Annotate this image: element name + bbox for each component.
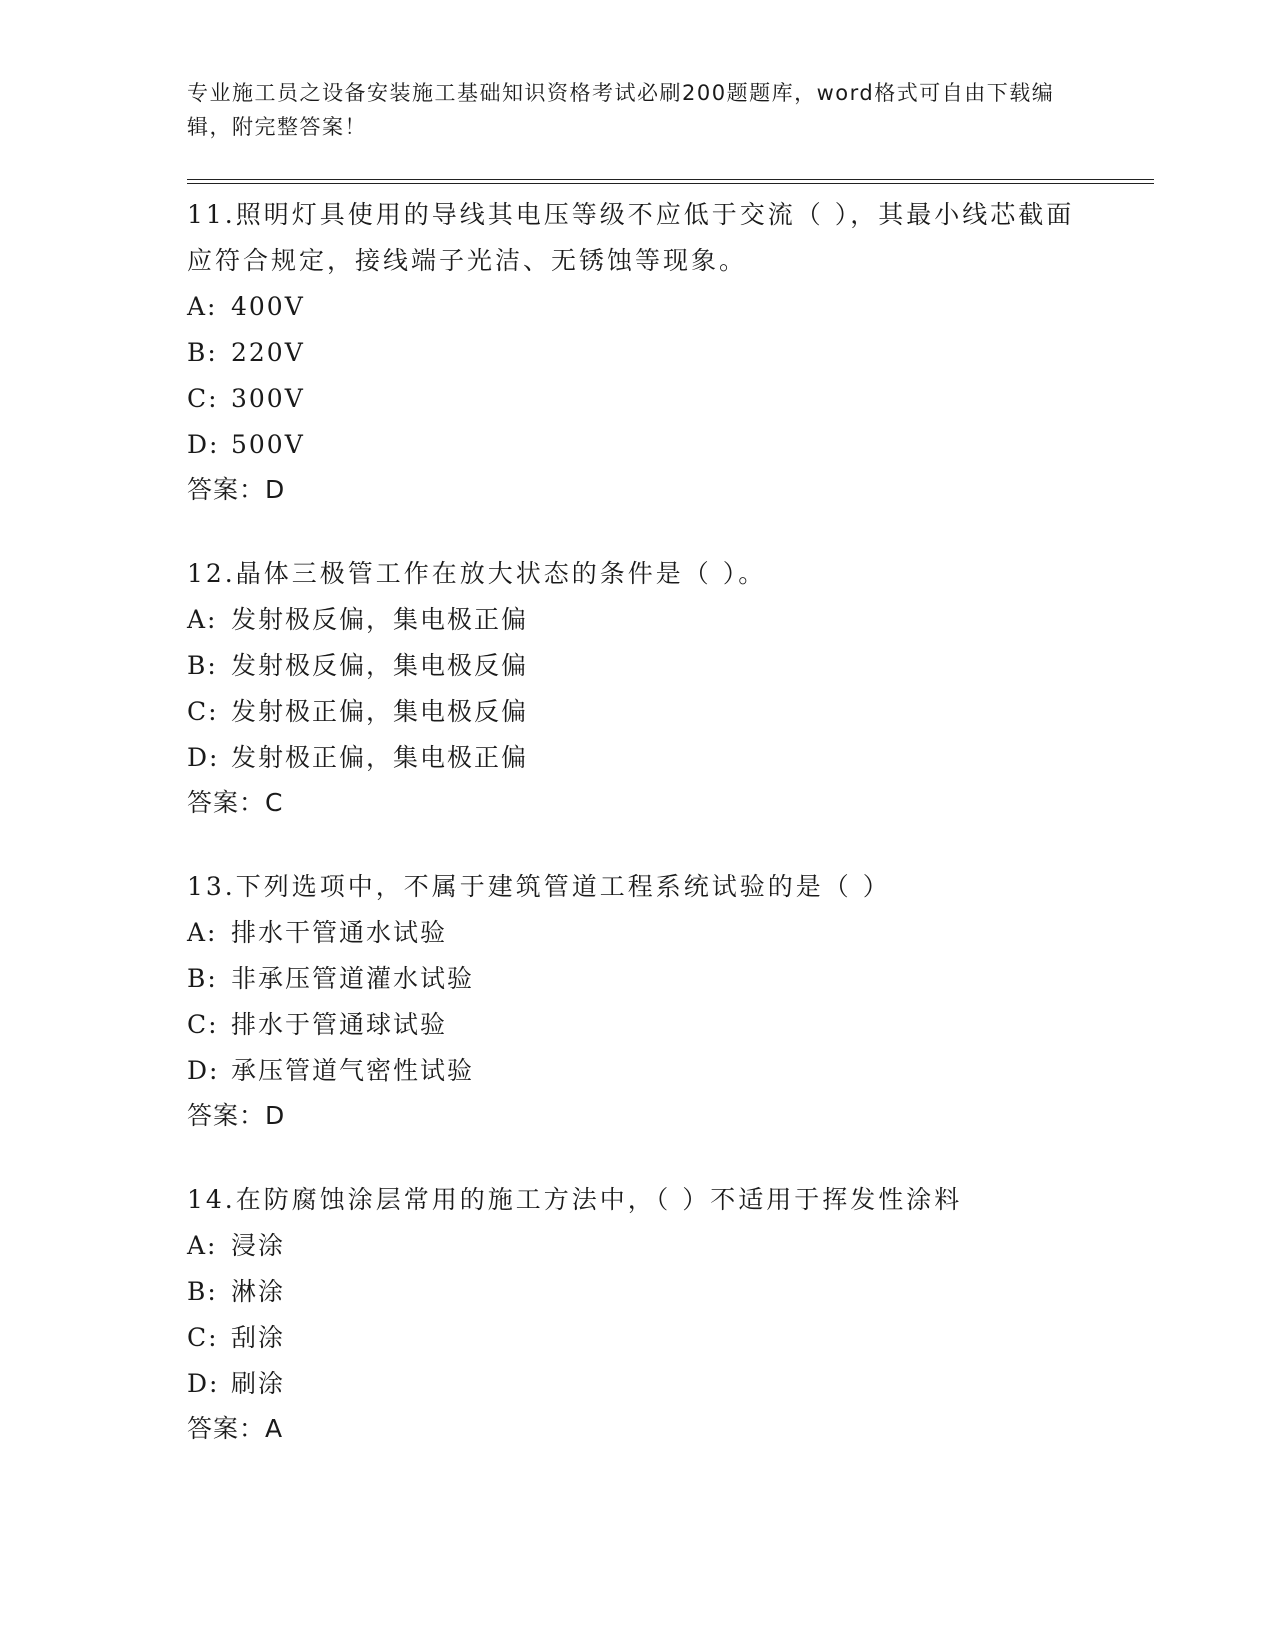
option-b bbox=[187, 1269, 1087, 1315]
option-letter: B: bbox=[187, 338, 218, 367]
option-d bbox=[187, 422, 1087, 468]
answer-line: 答案：D bbox=[187, 1101, 286, 1130]
option-text: 300V bbox=[231, 384, 305, 413]
option-letter: C: bbox=[187, 697, 219, 726]
option-d bbox=[187, 735, 1087, 781]
option-b bbox=[187, 643, 1087, 689]
question-stem: 14.在防腐蚀涂层常用的施工方法中，（ ）不适用于挥发性涂料 bbox=[187, 1185, 963, 1214]
option-a bbox=[187, 910, 1087, 956]
option-letter: A: bbox=[187, 1231, 218, 1260]
answer-line: 答案：A bbox=[187, 1414, 284, 1443]
option-letter: C: bbox=[187, 1323, 219, 1352]
option-text: 发射极正偏，集电极反偏 bbox=[231, 697, 529, 726]
option-text: 400V bbox=[231, 292, 305, 321]
option-letter: C: bbox=[187, 384, 219, 413]
option-text: 淋涂 bbox=[231, 1277, 286, 1306]
option-d bbox=[187, 1048, 1087, 1094]
option-letter: D: bbox=[187, 743, 220, 772]
option-text: 220V bbox=[231, 338, 305, 367]
answer-line: 答案：D bbox=[187, 475, 286, 504]
option-letter: A: bbox=[187, 605, 218, 634]
header-divider-bottom bbox=[187, 183, 1154, 184]
question-stem: 12.晶体三极管工作在放大状态的条件是（ ）。 bbox=[187, 559, 767, 588]
option-a bbox=[187, 284, 1087, 330]
option-text: 发射极反偏，集电极正偏 bbox=[231, 605, 529, 634]
option-text: 浸涂 bbox=[231, 1231, 286, 1260]
question-12 bbox=[187, 551, 1087, 825]
question-11 bbox=[187, 192, 1087, 512]
question-14 bbox=[187, 1177, 1087, 1451]
option-text: 排水干管通水试验 bbox=[231, 918, 448, 947]
option-letter: A: bbox=[187, 918, 218, 947]
option-text: 排水于管通球试验 bbox=[231, 1010, 448, 1039]
option-letter: B: bbox=[187, 964, 218, 993]
option-d bbox=[187, 1361, 1087, 1407]
option-c bbox=[187, 1315, 1087, 1361]
option-letter: D: bbox=[187, 1056, 220, 1085]
option-c bbox=[187, 1002, 1087, 1048]
option-a bbox=[187, 1223, 1087, 1269]
question-stem: 11.照明灯具使用的导线其电压等级不应低于交流（ ），其最小线芯截面应符合规定，接线端子光洁、无锈蚀等现象。 bbox=[187, 200, 1075, 275]
option-text: 500V bbox=[231, 430, 305, 459]
header-divider-top bbox=[187, 179, 1154, 180]
option-b bbox=[187, 330, 1087, 376]
option-letter: A: bbox=[187, 292, 218, 321]
question-list bbox=[187, 192, 1087, 1490]
option-letter: B: bbox=[187, 651, 218, 680]
option-letter: C: bbox=[187, 1010, 219, 1039]
option-b bbox=[187, 956, 1087, 1002]
question-13 bbox=[187, 864, 1087, 1138]
option-letter: D: bbox=[187, 430, 220, 459]
option-text: 刷涂 bbox=[231, 1369, 286, 1398]
option-text: 发射极反偏，集电极反偏 bbox=[231, 651, 529, 680]
option-text: 非承压管道灌水试验 bbox=[231, 964, 475, 993]
option-a bbox=[187, 597, 1087, 643]
question-stem: 13.下列选项中，不属于建筑管道工程系统试验的是（ ） bbox=[187, 872, 891, 901]
document-header: 专业施工员之设备安装施工基础知识资格考试必刷200题题库，word格式可自由下载编辑，附完整答案！ bbox=[187, 81, 1055, 139]
option-letter: B: bbox=[187, 1277, 218, 1306]
option-text: 刮涂 bbox=[231, 1323, 286, 1352]
option-text: 发射极正偏，集电极正偏 bbox=[231, 743, 529, 772]
option-c bbox=[187, 689, 1087, 735]
option-text: 承压管道气密性试验 bbox=[231, 1056, 475, 1085]
option-letter: D: bbox=[187, 1369, 220, 1398]
answer-line: 答案：C bbox=[187, 788, 284, 817]
option-c bbox=[187, 376, 1087, 422]
